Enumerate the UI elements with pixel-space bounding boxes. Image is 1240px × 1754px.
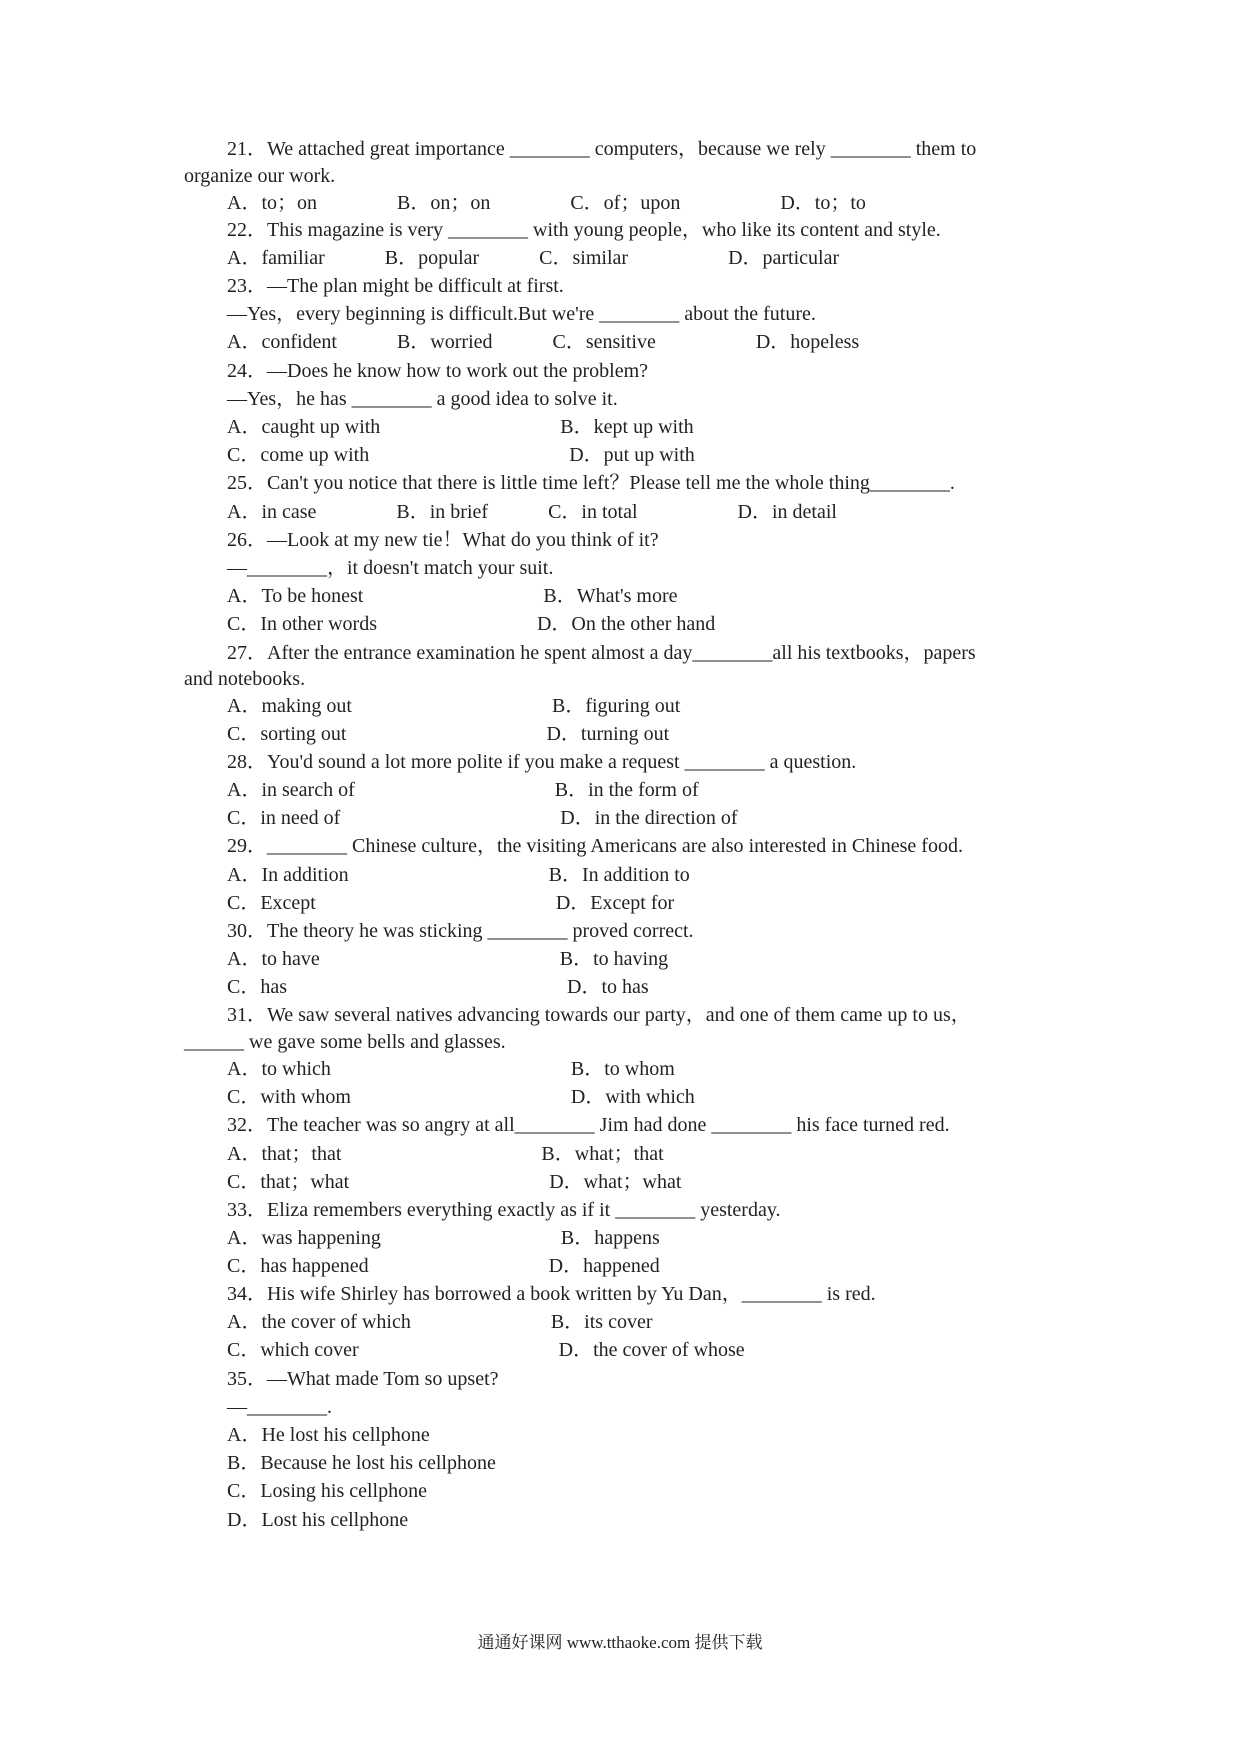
text-line: 26．—Look at my new tie！What do you think of it? (227, 529, 659, 551)
text-line: 30．The theory he was sticking ________ proved correct. (227, 920, 694, 942)
text-line: A．familiar B．popular C．similar D．particular (227, 247, 840, 269)
text-line: C．has happened D．happened (227, 1255, 660, 1277)
text-line: C．in need of D．in the direction of (227, 807, 738, 829)
text-line: —Yes，every beginning is difficult.But we're ________ about the future. (227, 303, 816, 325)
text-line: C．with whom D．with which (227, 1086, 695, 1108)
text-line: D．Lost his cellphone (227, 1509, 409, 1531)
text-line: C．which cover D．the cover of whose (227, 1339, 745, 1361)
text-line: —________. (227, 1396, 332, 1418)
text-line: 34．His wife Shirley has borrowed a book written by Yu Dan，________ is red. (227, 1283, 876, 1305)
text-line: —________，it doesn't match your suit. (227, 557, 554, 579)
text-line: 22．This magazine is very ________ with young people，who like its content and style. (227, 219, 941, 241)
text-line: 35．—What made Tom so upset? (227, 1368, 499, 1390)
text-line: C．come up with D．put up with (227, 444, 695, 466)
text-line: 24．—Does he know how to work out the problem? (227, 360, 649, 382)
text-line: 21．We attached great importance ________ computers，because we rely ________ them to (227, 138, 977, 160)
text-line: 33．Eliza remembers everything exactly as if it ________ yesterday. (227, 1199, 781, 1221)
text-line: A．To be honest B．What's more (227, 585, 678, 607)
text-line: 23．—The plan might be difficult at first. (227, 275, 564, 297)
text-line: C．sorting out D．turning out (227, 723, 670, 745)
text-line: A．was happening B．happens (227, 1227, 660, 1249)
text-line: 29．________ Chinese culture，the visiting Americans are also interested in Chinese food. (227, 835, 963, 857)
page-footer: 通通好课网 www.tthaoke.com 提供下载 (477, 1633, 763, 1652)
text-line: C．Losing his cellphone (227, 1480, 427, 1502)
text-line: A．In addition B．In addition to (227, 864, 690, 886)
text-line: A．the cover of which B．its cover (227, 1311, 653, 1333)
text-line: C．In other words D．On the other hand (227, 613, 716, 635)
text-line: C．Except D．Except for (227, 892, 675, 914)
text-line: 28．You'd sound a lot more polite if you make a request ________ a question. (227, 751, 857, 773)
text-line: A．that；that B．what；that (227, 1143, 664, 1165)
text-line: A．caught up with B．kept up with (227, 416, 694, 438)
text-line: A．to have B．to having (227, 948, 669, 970)
text-line: 27．After the entrance examination he spent almost a day________all his textbooks，papers (227, 642, 976, 664)
text-line: organize our work. (184, 165, 336, 187)
text-line: 25．Can't you notice that there is little time left？Please tell me the whole thing________. (227, 472, 955, 494)
text-line: A．making out B．figuring out (227, 695, 681, 717)
text-line: and notebooks. (184, 668, 306, 690)
text-line: —Yes，he has ________ a good idea to solve it. (227, 388, 618, 410)
text-line: A．to which B．to whom (227, 1058, 675, 1080)
text-line: A．in search of B．in the form of (227, 779, 699, 801)
text-line: C．that；what D．what；what (227, 1171, 682, 1193)
text-line: 31．We saw several natives advancing towards our party，and one of them came up to us， (227, 1004, 971, 1026)
text-line: A．He lost his cellphone (227, 1424, 430, 1446)
text-line: A．confident B．worried C．sensitive D．hopeless (227, 331, 860, 353)
text-line: B．Because he lost his cellphone (227, 1452, 496, 1474)
text-line: A．in case B．in brief C．in total D．in detail (227, 501, 837, 523)
text-line: 32．The teacher was so angry at all________ Jim had done ________ his face turned red. (227, 1114, 950, 1136)
text-line: A．to；on B．on；on C．of；upon D．to；to (227, 192, 866, 214)
text-line: ______ we gave some bells and glasses. (184, 1031, 506, 1053)
text-line: C．has D．to has (227, 976, 649, 998)
